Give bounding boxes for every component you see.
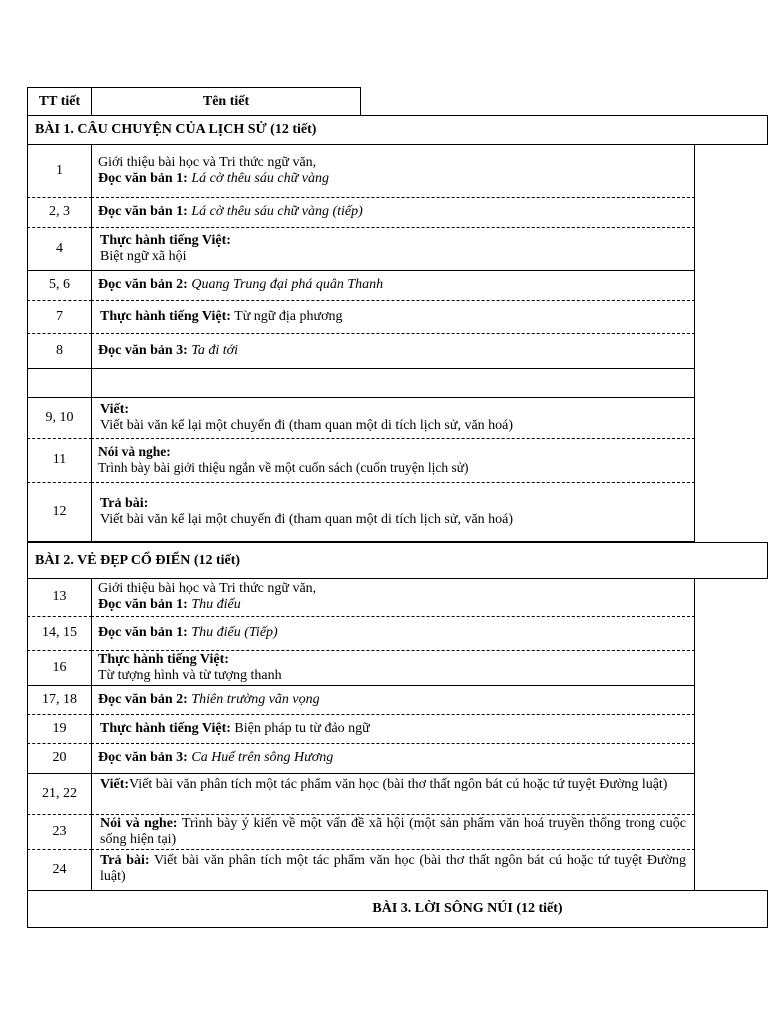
row-tt-value: 20 xyxy=(52,750,67,765)
row-content xyxy=(91,144,695,198)
row-label: Đọc văn bản 3: xyxy=(98,342,188,358)
row-tt xyxy=(27,144,92,198)
row-line: Giới thiệu bài học và Tri thức ngữ văn, xyxy=(98,154,317,170)
row-label: Đọc văn bản 2: xyxy=(98,277,188,292)
row-label: Thực hành tiếng Việt: xyxy=(100,720,231,736)
row-tt-value: 9, 10 xyxy=(45,409,74,425)
empty-row-content xyxy=(91,368,695,398)
row-tt xyxy=(27,814,92,850)
row-content xyxy=(91,578,695,617)
row-label: Thực hành tiếng Việt: xyxy=(100,308,231,324)
row-label: Nói và nghe: xyxy=(98,444,171,459)
row-tt-value: 2, 3 xyxy=(49,204,70,219)
row-tt xyxy=(27,227,92,271)
row-tt-value: 12 xyxy=(52,503,67,519)
row-label: Đọc văn bản 1: xyxy=(98,597,188,612)
row-text: Ta đi tới xyxy=(191,342,239,358)
row-content xyxy=(91,333,695,369)
row-tt-value: 13 xyxy=(52,589,67,604)
row-tt xyxy=(27,300,92,334)
row-tt-value: 11 xyxy=(52,452,67,467)
row-text: Viết bài văn kể lại một chuyến đi (tham quan một di tích lịch sử, văn hoá) xyxy=(100,417,514,433)
row-tt xyxy=(27,438,92,483)
row-label: Trả bài: xyxy=(100,853,150,868)
row-text: Biệt ngữ xã hội xyxy=(100,248,187,264)
row-content xyxy=(91,849,695,891)
row-tt xyxy=(27,482,92,542)
row-label: Viết: xyxy=(100,401,130,417)
row-tt xyxy=(27,397,92,439)
header-name xyxy=(91,87,361,116)
section-1-title: BÀI 1. CÂU CHUYỆN CỦA LỊCH SỬ (12 tiết) xyxy=(35,122,317,137)
section-3-heading xyxy=(27,890,768,928)
row-tt xyxy=(27,616,92,651)
row-tt xyxy=(27,650,92,686)
row-tt xyxy=(27,270,92,301)
row-tt xyxy=(27,714,92,744)
row-text: Thiên trường vãn vọng xyxy=(191,691,320,707)
row-content xyxy=(91,714,695,744)
section-3-title: BÀI 3. LỜI SÔNG NÚI (12 tiết) xyxy=(372,901,563,916)
empty-row-tt xyxy=(27,368,92,398)
row-tt-value: 23 xyxy=(52,823,67,839)
header-tt xyxy=(27,87,92,116)
row-tt-value: 16 xyxy=(52,659,67,675)
header-name-label: Tên tiết xyxy=(202,93,250,109)
row-text: Viết bài văn kể lại một chuyến đi (tham quan một di tích lịch sử, văn hoá) xyxy=(100,511,514,527)
row-tt-value: 19 xyxy=(52,720,67,736)
row-tt xyxy=(27,773,92,815)
row-content xyxy=(91,650,695,686)
row-tt-value: 4 xyxy=(56,240,63,256)
row-text: Biện pháp tu từ đảo ngữ xyxy=(234,720,370,736)
row-content xyxy=(91,773,695,815)
row-content xyxy=(91,227,695,271)
section-2-title: BÀI 2. VẺ ĐẸP CỔ ĐIỂN (12 tiết) xyxy=(35,552,241,568)
row-text: Trình bày ý kiến về một vấn đề xã hội (một sản phẩm văn hoá truyền thống trong cuộc sống hiện tại) xyxy=(100,816,686,847)
row-tt-value: 8 xyxy=(56,342,63,358)
section-1-heading xyxy=(27,115,768,145)
header-tt-label: TT tiết xyxy=(38,93,81,109)
row-content xyxy=(91,270,695,301)
row-tt-value: 17, 18 xyxy=(42,691,77,707)
row-content xyxy=(91,482,695,542)
row-tt-value: 14, 15 xyxy=(42,625,77,640)
row-text: Thu điếu xyxy=(191,597,241,612)
row-content xyxy=(91,300,695,334)
row-content xyxy=(91,685,695,715)
row-tt xyxy=(27,849,92,891)
row-label: Thực hành tiếng Việt: xyxy=(100,232,231,248)
row-label: Đọc văn bản 1: xyxy=(98,170,188,186)
row-tt xyxy=(27,333,92,369)
row-label: Viết: xyxy=(100,777,130,792)
row-content xyxy=(91,197,695,228)
row-content xyxy=(91,438,695,483)
row-text: Lá cờ thêu sáu chữ vàng xyxy=(191,170,329,186)
row-text: Thu điếu (Tiếp) xyxy=(191,625,278,640)
row-text: Ca Huế trên sông Hương xyxy=(191,750,334,765)
row-tt-value: 1 xyxy=(56,162,63,178)
row-text: Từ ngữ địa phương xyxy=(234,308,343,324)
row-tt-value: 7 xyxy=(56,308,63,324)
row-text: Viết bài văn phân tích một tác phẩm văn học (bài thơ thất ngôn bát cú hoặc tứ tuyệt Đường luật) xyxy=(129,777,668,792)
row-content xyxy=(91,397,695,439)
row-label: Thực hành tiếng Việt: xyxy=(98,651,229,667)
row-text: Quang Trung đại phá quân Thanh xyxy=(191,277,384,292)
row-content xyxy=(91,814,695,850)
row-tt xyxy=(27,197,92,228)
section-2-heading xyxy=(27,542,768,579)
row-label: Đọc văn bản 3: xyxy=(98,750,188,765)
row-text: Trình bày bài giới thiệu ngắn về một cuốn sách (cuốn truyện lịch sử) xyxy=(98,460,469,475)
row-text: Viết bài văn phân tích một tác phẩm văn học (bài thơ thất ngôn bát cú hoặc tứ tuyệt Đường luật) xyxy=(100,853,686,884)
row-label: Trả bài: xyxy=(100,495,149,511)
row-line: Giới thiệu bài học và Tri thức ngữ văn, xyxy=(98,581,317,596)
row-label: Đọc văn bản 1: xyxy=(98,204,188,219)
row-tt-value: 24 xyxy=(52,861,67,877)
row-label: Đọc văn bản 2: xyxy=(98,691,188,707)
row-tt xyxy=(27,685,92,715)
row-tt xyxy=(27,743,92,774)
row-text: Lá cờ thêu sáu chữ vàng (tiếp) xyxy=(191,204,363,219)
row-tt xyxy=(27,578,92,617)
row-label: Đọc văn bản 1: xyxy=(98,625,188,640)
row-text: Từ tượng hình và từ tượng thanh xyxy=(98,667,282,683)
row-tt-value: 21, 22 xyxy=(42,785,77,801)
row-content xyxy=(91,616,695,651)
row-content xyxy=(91,743,695,774)
row-label: Nói và nghe: xyxy=(100,816,178,831)
row-tt-value: 5, 6 xyxy=(49,277,70,292)
